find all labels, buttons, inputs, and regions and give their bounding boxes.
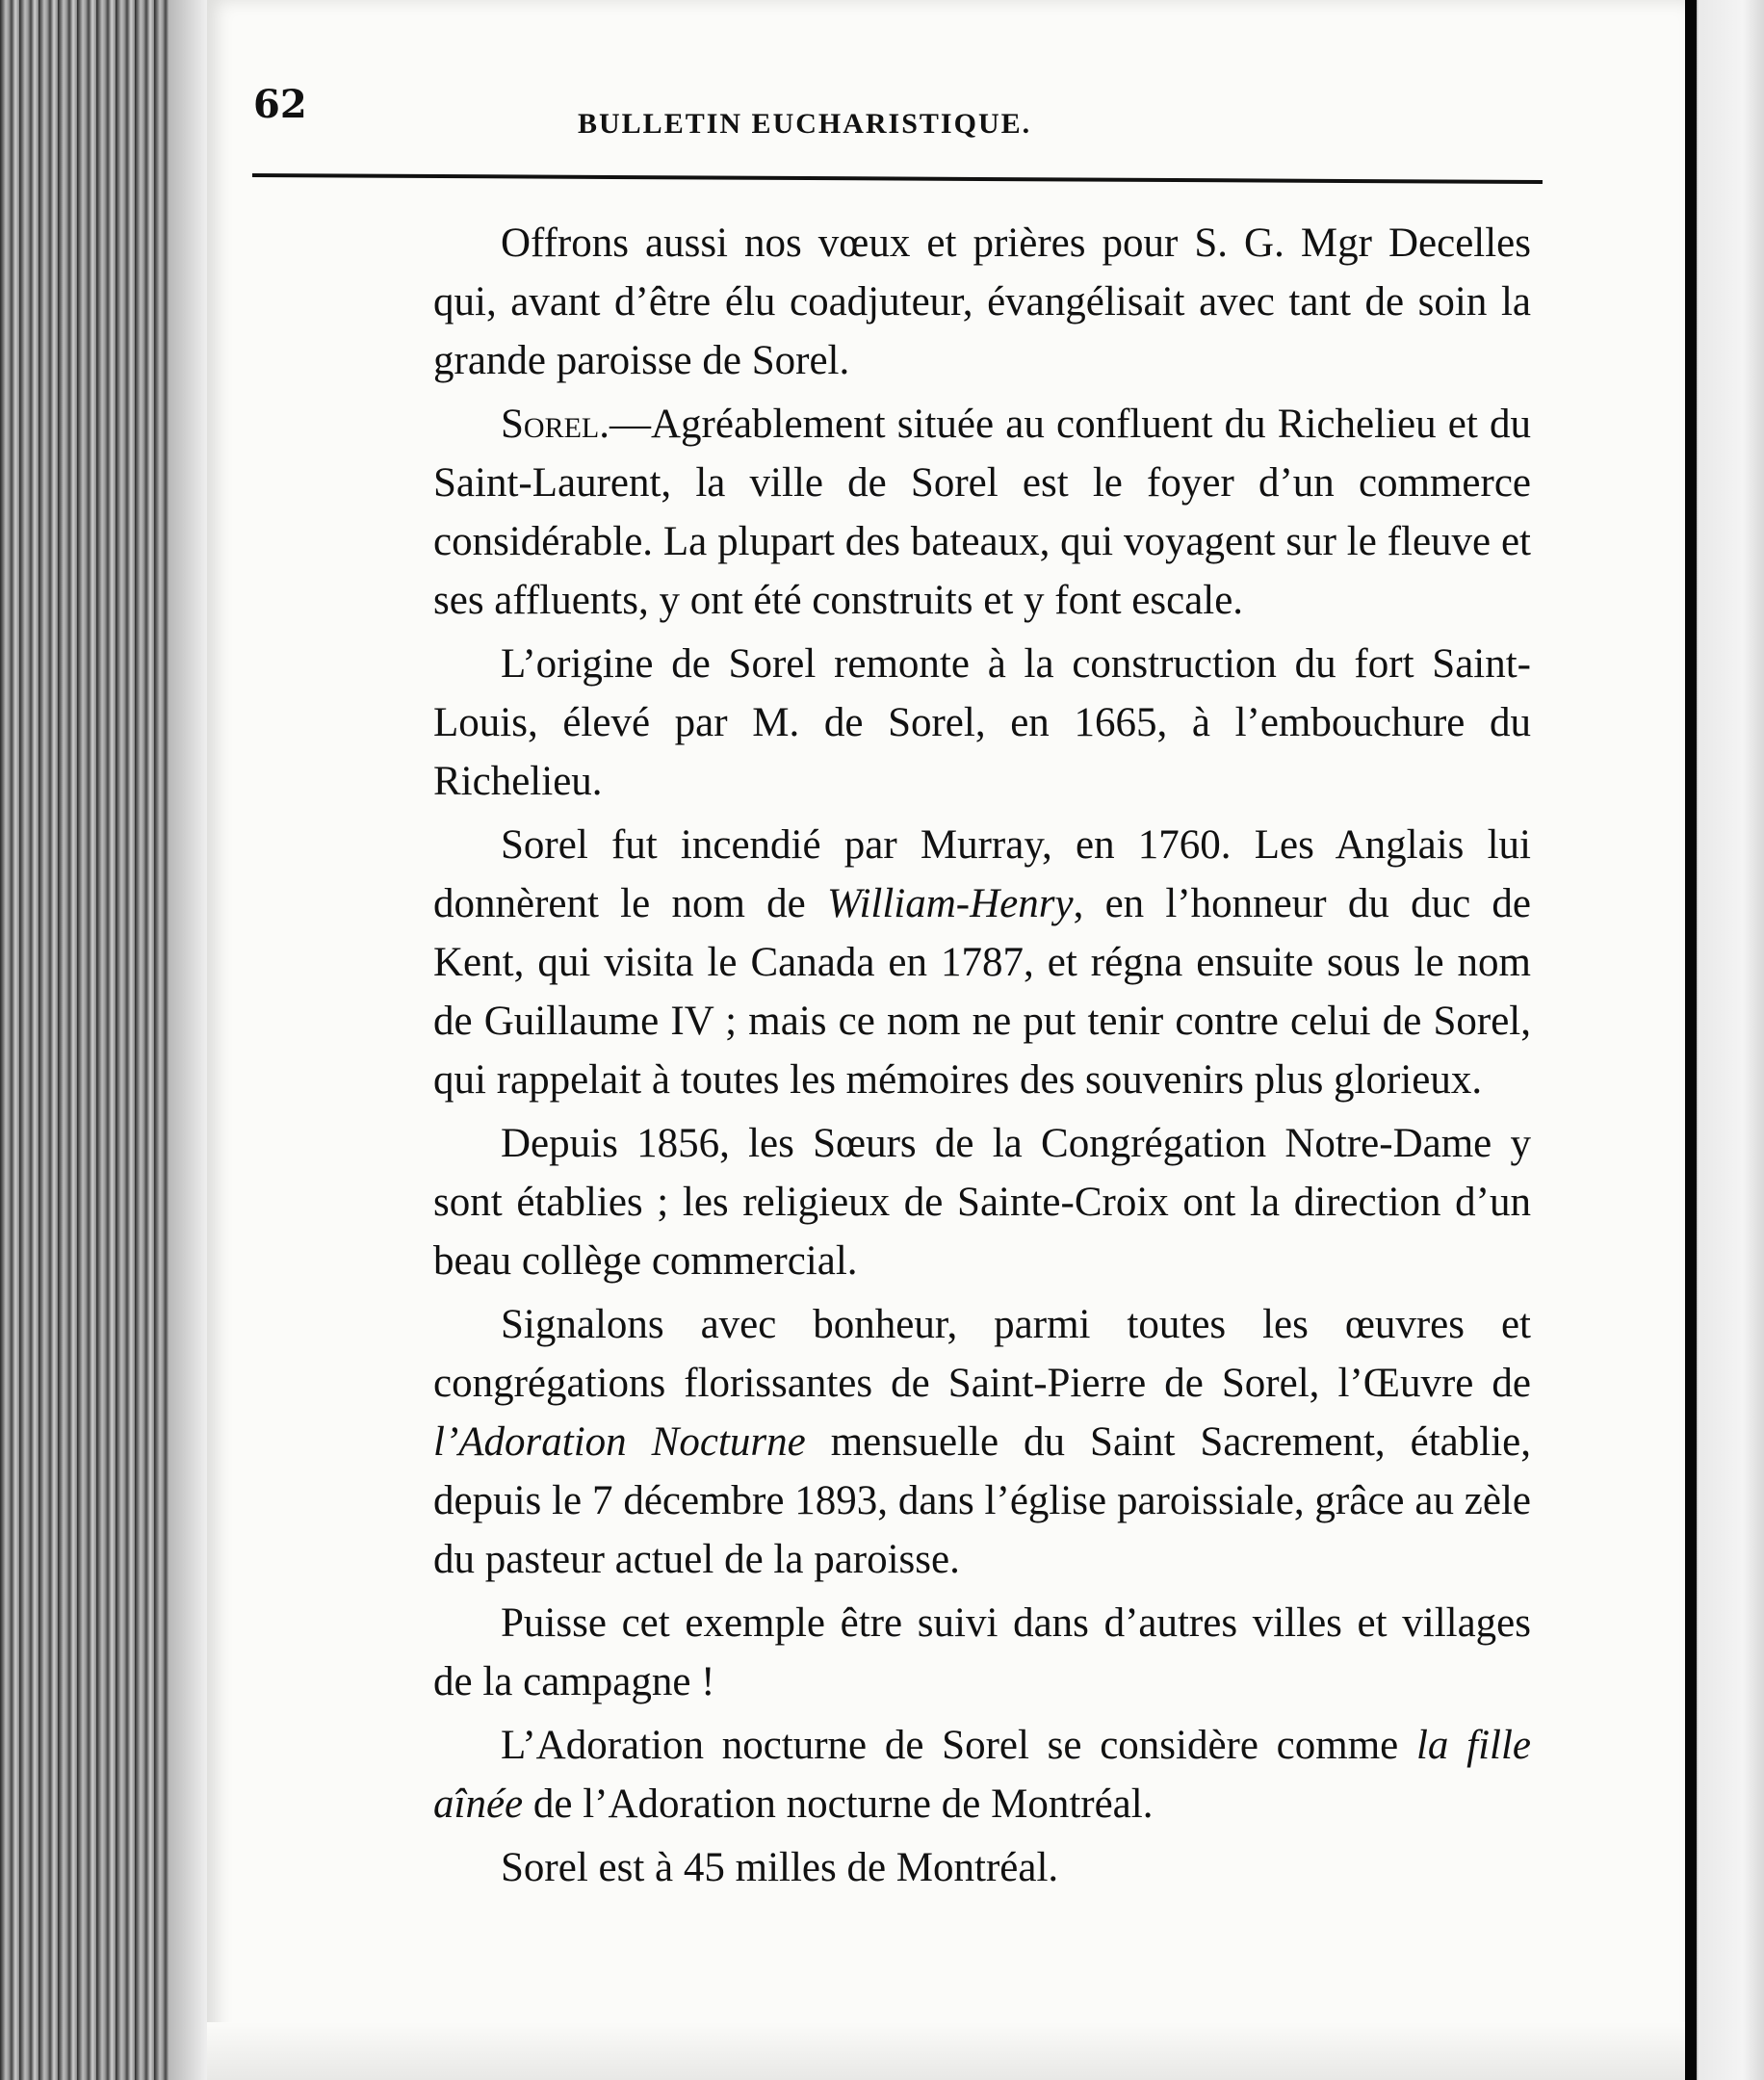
paragraph-2: [433, 395, 1531, 630]
paragraph-4-italic: William-Henry: [827, 881, 1074, 926]
paragraph-6-italic: l’Adoration Nocturne: [433, 1419, 806, 1465]
paragraph-6: [433, 1295, 1531, 1589]
paragraph-8-part-b: de l’Adoration nocturne de Montréal.: [523, 1781, 1154, 1827]
paragraph-9: Sorel est à 45 milles de Montréal.: [501, 1845, 1059, 1890]
paragraph-8-italic: la fille aînée: [433, 1723, 1531, 1827]
page-number: 62: [253, 82, 307, 127]
paragraph-6-part-a: Signalons avec bonheur, parmi toutes les œuvres et congrégations florissantes de Saint-Pierre de Sorel, l’Œuvre de: [433, 1302, 1531, 1406]
paragraph-7: Puisse cet exemple être suivi dans d’autres villes et villages de la campagne !: [433, 1600, 1531, 1704]
paragraph-5: Depuis 1856, les Sœurs de la Congrégation Notre-Dame y sont établies ; les religieux de Sainte-Croix ont la direction d’un beau collège commercial.: [433, 1121, 1531, 1284]
paragraph-8: [433, 1716, 1531, 1833]
paragraph-1: Offrons aussi nos vœux et prières pour S. G. Mgr Decelles qui, avant d’être élu coadjuteur, évangélisait avec tant de soin la grande paroisse de Sorel.: [433, 221, 1531, 383]
page-bottom-edge: [207, 2022, 1685, 2080]
paragraph-2-rest: —Agréablement située au confluent du Richelieu et du Saint-Laurent, la ville de Sorel est le foyer d’un commerce considérable. La plupart des bateaux, qui voyagent sur le fleuve et ses affluents, y ont été construits et y font escale.: [433, 402, 1531, 623]
running-title: BULLETIN EUCHARISTIQUE.: [578, 108, 1032, 140]
paragraph-8-part-a: L’Adoration nocturne de Sorel se considère comme: [501, 1723, 1416, 1768]
paragraph-4-part-b: , en l’honneur du duc de Kent, qui visita le Canada en 1787, et régna ensuite sous le nom de Guillaume IV ; mais ce nom ne put tenir contre celui de Sorel, qui rappelait à toutes les mémoires des souvenirs plus glorieux.: [433, 881, 1531, 1103]
scan-right-border: [1685, 0, 1764, 2080]
paragraph-6-part-b: mensuelle du Saint Sacrement, établie, depuis le 7 décembre 1893, dans l’église paroissiale, grâce au zèle du pasteur actuel de la paroisse.: [433, 1419, 1531, 1582]
body-text: [433, 214, 1531, 1902]
paragraph-4: [433, 816, 1531, 1109]
paragraph-2-lead: Sorel.: [501, 402, 610, 447]
paragraph-4-part-a: Sorel fut incendié par Murray, en 1760. Les Anglais lui donnèrent le nom de: [433, 822, 1531, 926]
book-page-edges: [0, 0, 207, 2080]
paragraph-3: L’origine de Sorel remonte à la construction du fort Saint-Louis, élevé par M. de Sorel, en 1665, à l’embouchure du Richelieu.: [433, 641, 1531, 804]
